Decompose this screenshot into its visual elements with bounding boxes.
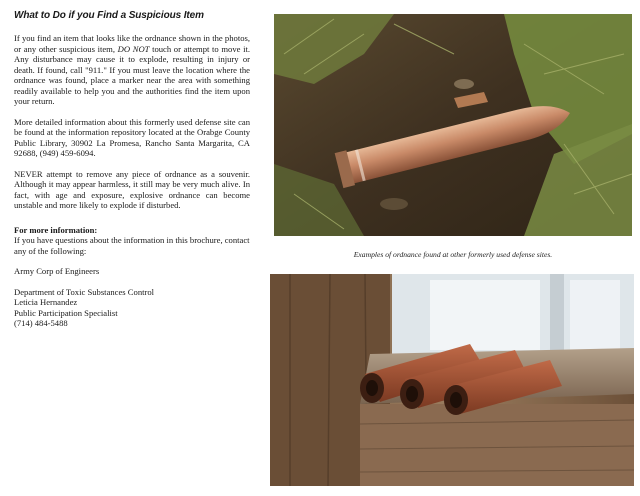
- paragraph-never-remove: NEVER attempt to remove any piece of ordnance as a souvenir. Although it may appear harmless, it still may be very much alive. In fact, with age and exposure, explosive ordnance can become unstable and more likely to explode if disturbed.: [14, 168, 250, 210]
- paragraph-suspicious-item: [14, 33, 250, 107]
- paragraph-repository: More detailed information about this formerly used defense site can be found at the information repository located at the Orabge County Public Library, 30902 La Promesa, Rancho Santa Margarita, CA 92688, (949) 459-6094.: [14, 116, 250, 158]
- more-info-text: If you have questions about the information in this brochure, contact any of the following:: [14, 235, 250, 256]
- contact-dtsc-name: Leticia Hernandez: [14, 297, 78, 307]
- section-title: What to Do if you Find a Suspicious Item: [14, 10, 204, 21]
- contact-dtsc-org: Department of Toxic Substances Control: [14, 286, 155, 297]
- para1-after: touch or attempt to move it. Any disturbance may cause it to explode, resulting in injury or death. If found, call "911." If you must leave the location where the ordnance was found, place a marker near the area with something readily available to help you and the authorities find the item upon your return.: [14, 43, 250, 106]
- photo-caption: Examples of ordnance found at other formerly used defense sites.: [353, 250, 553, 259]
- para1-emphasis: DO NOT: [117, 43, 150, 54]
- more-info-title: For more information:: [14, 224, 98, 235]
- ordnance-windowsill-photo: [270, 274, 634, 486]
- contact-army-corp: Army Corp of Engineers: [14, 266, 100, 276]
- contact-dtsc-phone: (714) 484-5488: [14, 318, 68, 328]
- text-column: [14, 10, 250, 329]
- contact-dtsc-title: Public Participation Specialist: [14, 307, 118, 318]
- ordnance-ground-photo: [274, 14, 632, 236]
- para1-before: If you find an item that looks like the ordnance shown in the photos, or any other suspicious item,: [14, 33, 250, 54]
